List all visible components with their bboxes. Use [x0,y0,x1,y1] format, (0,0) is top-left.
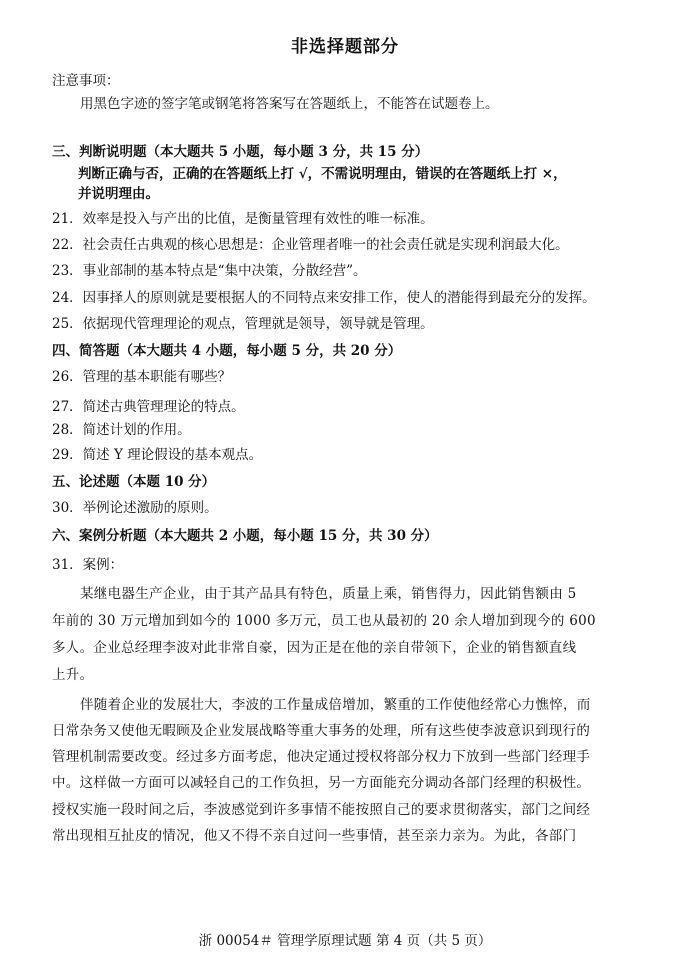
section-6-heading: 六、案例分析题（本大题共 2 小题，每小题 15 分，共 30 分） [52,528,438,544]
case-paragraph-line: 上升。 [52,667,94,683]
notice-heading: 注意事项： [52,73,120,89]
question-21: 21．效率是投入与产出的比值，是衡量管理有效性的唯一标准。 [52,211,434,227]
case-paragraph-line: 伴随着企业的发展壮大，李波的工作量成倍增加，繁重的工作使他经常心力憔悴，而 [80,697,591,713]
question-22: 22．社会责任古典观的核心思想是：企业管理者唯一的社会责任就是实现利润最大化。 [52,237,569,253]
section-3-instruction-2: 并说明理由。 [78,186,159,202]
case-paragraph-line: 年前的 30 万元增加到如今的 1000 多万元，员工也从最初的 20 余人增加到现今的 600 [52,613,596,629]
question-25: 25．依据现代管理理论的观点，管理就是领导，领导就是管理。 [52,316,434,332]
question-23: 23．事业部制的基本特点是“集中决策，分散经营”。 [52,263,367,279]
question-28: 28．简述计划的作用。 [52,422,191,438]
case-paragraph-line: 管理机制需要改变。经过多方面考虑，他决定通过授权将部分权力下放到一些部门经理手 [52,749,591,765]
question-29: 29．简述 Y 理论假设的基本观点。 [52,447,263,463]
section-5-heading: 五、论述题（本题 10 分） [52,474,216,490]
section-3-heading: 三、判断说明题（本大题共 5 小题，每小题 3 分，共 15 分） [52,144,429,160]
case-paragraph-line: 授权实施一段时间之后，李波感觉到许多事情不能按照自己的要求贯彻落实，部门之间经 [52,802,591,818]
section-4-heading: 四、简答题（本大题共 4 小题，每小题 5 分，共 20 分） [52,343,402,359]
case-paragraph-line: 常出现相互扯皮的情况，他又不得不亲自过问一些事情，甚至亲力亲为。为此，各部门 [52,828,577,844]
page-title: 非选择题部分 [291,37,399,57]
question-27: 27．简述古典管理理论的特点。 [52,399,245,415]
question-31: 31．案例： [52,557,124,573]
question-30: 30．举例论述激励的原则。 [52,500,218,516]
case-paragraph-line: 某继电器生产企业，由于其产品具有特色，质量上乘，销售得力，因此销售额由 5 [80,586,577,602]
case-paragraph-line: 中。这样做一方面可以减轻自己的工作负担，另一方面能充分调动各部门经理的积极性。 [52,775,591,791]
case-paragraph-line: 日常杂务又使他无暇顾及企业发展战略等重大事务的处理，所有这些使李波意识到现行的 [52,723,591,739]
page-footer: 浙 00054＃ 管理学原理试题 第 4 页（共 5 页） [198,933,492,949]
question-24: 24．因事择人的原则就是要根据人的不同特点来安排工作，使人的潜能得到最充分的发挥。 [52,290,596,306]
question-26: 26．管理的基本职能有哪些？ [52,369,232,385]
notice-text: 用黑色字迹的签字笔或钢笔将答案写在答题纸上，不能答在试题卷上。 [80,96,499,112]
section-3-instruction-1: 判断正确与否，正确的在答题纸上打 √，不需说明理由，错误的在答题纸上打 ×， [78,166,567,182]
case-paragraph-line: 多人。企业总经理李波对此非常自豪，因为正是在他的亲自带领下，企业的销售额直线 [52,640,577,656]
